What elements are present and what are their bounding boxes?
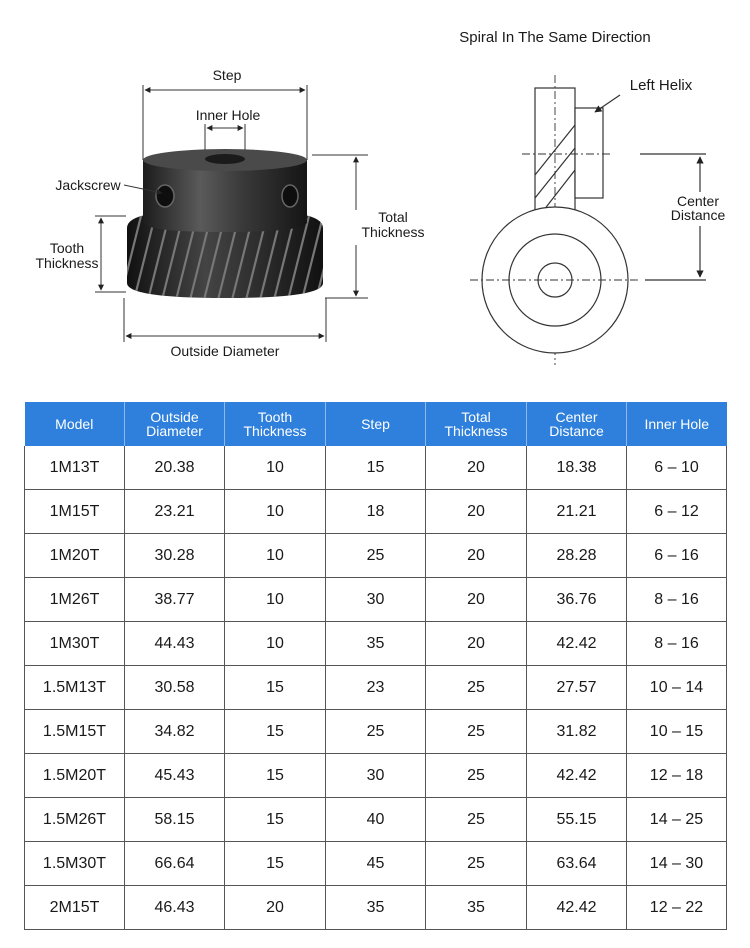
table-cell: 1.5M15T [25, 710, 125, 754]
table-cell: 1M15T [25, 490, 125, 534]
table-cell: 46.43 [125, 886, 225, 930]
table-cell: 15 [225, 842, 326, 886]
inner-hole-label: Inner Hole [195, 107, 261, 123]
table-cell: 10 [225, 622, 326, 666]
header-row [25, 402, 727, 446]
table-cell: 25 [426, 710, 527, 754]
table-row [25, 842, 727, 886]
table-cell: 30.28 [125, 534, 225, 578]
table-cell: 30.58 [125, 666, 225, 710]
table-row [25, 754, 727, 798]
column-header [627, 402, 727, 446]
diagram-svg [0, 0, 750, 395]
table-cell: 18.38 [527, 446, 627, 490]
table-row [25, 622, 727, 666]
table-cell: 34.82 [125, 710, 225, 754]
spiral-title: Spiral In The Same Direction [459, 29, 651, 46]
table-cell: 55.15 [527, 798, 627, 842]
jackscrew-left-icon [156, 185, 174, 207]
table-cell: 14 – 25 [627, 798, 727, 842]
table-row [25, 446, 727, 490]
table-cell: 1M13T [25, 446, 125, 490]
table-cell: 25 [426, 842, 527, 886]
table-cell: 31.82 [527, 710, 627, 754]
table-cell: 1M20T [25, 534, 125, 578]
table-cell: 18 [326, 490, 426, 534]
table-cell: 10 – 15 [627, 710, 727, 754]
table-cell: 10 – 14 [627, 666, 727, 710]
jackscrew-right-icon [282, 185, 298, 207]
table-cell: 42.42 [527, 754, 627, 798]
column-header [125, 402, 225, 446]
table-row [25, 710, 727, 754]
table-cell: 21.21 [527, 490, 627, 534]
column-header [527, 402, 627, 446]
table-cell: 8 – 16 [627, 622, 727, 666]
table-row [25, 578, 727, 622]
column-header-line: Thickness [444, 423, 508, 439]
table-cell: 1.5M13T [25, 666, 125, 710]
table-cell: 30 [326, 578, 426, 622]
table-cell: 10 [225, 578, 326, 622]
spec-table-header [25, 402, 727, 446]
table-cell: 15 [326, 446, 426, 490]
table-cell: 38.77 [125, 578, 225, 622]
table-cell: 28.28 [527, 534, 627, 578]
table-cell: 12 – 18 [627, 754, 727, 798]
table-cell: 35 [326, 622, 426, 666]
table-cell: 20 [426, 578, 527, 622]
spec-table-body [25, 446, 727, 930]
table-cell: 14 – 30 [627, 842, 727, 886]
table-cell: 23 [326, 666, 426, 710]
table-cell: 2M15T [25, 886, 125, 930]
table-cell: 15 [225, 754, 326, 798]
table-cell: 42.42 [527, 886, 627, 930]
table-cell: 10 [225, 490, 326, 534]
table-cell: 40 [326, 798, 426, 842]
table-cell: 35 [326, 886, 426, 930]
table-cell: 1.5M30T [25, 842, 125, 886]
gear-diagram [0, 0, 750, 395]
table-cell: 1.5M20T [25, 754, 125, 798]
table-row [25, 666, 727, 710]
table-cell: 27.57 [527, 666, 627, 710]
table-cell: 36.76 [527, 578, 627, 622]
table-cell: 10 [225, 446, 326, 490]
table-cell: 66.64 [125, 842, 225, 886]
table-cell: 1.5M26T [25, 798, 125, 842]
table-cell: 6 – 16 [627, 534, 727, 578]
table-cell: 23.21 [125, 490, 225, 534]
tooth-thickness-label: Tooth Thickness [35, 240, 99, 271]
table-cell: 20 [426, 622, 527, 666]
table-cell: 1M26T [25, 578, 125, 622]
table-cell: 25 [326, 534, 426, 578]
column-header [426, 402, 527, 446]
column-header-line: Step [361, 416, 390, 432]
column-header [225, 402, 326, 446]
column-header-line: Inner Hole [644, 416, 710, 432]
table-cell: 42.42 [527, 622, 627, 666]
table-cell: 15 [225, 710, 326, 754]
table-cell: 12 – 22 [627, 886, 727, 930]
column-header-line: Outside [150, 409, 199, 425]
column-header-line: Distance [549, 423, 604, 439]
table-cell: 63.64 [527, 842, 627, 886]
table-row [25, 490, 727, 534]
spec-table [24, 402, 727, 930]
column-header-line: Tooth [257, 409, 293, 425]
table-cell: 20 [426, 490, 527, 534]
table-cell: 25 [326, 710, 426, 754]
column-header-line: Diameter [146, 423, 203, 439]
table-cell: 15 [225, 798, 326, 842]
table-cell: 20 [426, 446, 527, 490]
center-distance-label: Center Distance [670, 193, 726, 223]
table-cell: 25 [426, 754, 527, 798]
table-cell: 1M30T [25, 622, 125, 666]
table-cell: 8 – 16 [627, 578, 727, 622]
step-label: Step [212, 67, 242, 83]
table-cell: 45.43 [125, 754, 225, 798]
table-cell: 6 – 12 [627, 490, 727, 534]
column-header-line: Center [555, 409, 598, 425]
table-cell: 30 [326, 754, 426, 798]
column-header-line: Thickness [243, 423, 307, 439]
gear-photo [120, 149, 338, 300]
table-cell: 58.15 [125, 798, 225, 842]
table-cell: 25 [426, 798, 527, 842]
table-cell: 45 [326, 842, 426, 886]
table-row [25, 798, 727, 842]
table-row [25, 534, 727, 578]
left-helix-label: Left Helix [629, 77, 693, 94]
table-cell: 10 [225, 534, 326, 578]
table-cell: 20 [225, 886, 326, 930]
table-row [25, 886, 727, 930]
column-header-line: Total [461, 409, 491, 425]
table-cell: 20 [426, 534, 527, 578]
table-cell: 35 [426, 886, 527, 930]
table-cell: 25 [426, 666, 527, 710]
table-cell: 20.38 [125, 446, 225, 490]
outside-diameter-label: Outside Diameter [170, 343, 280, 359]
column-header-line: Model [55, 416, 94, 432]
column-header [25, 402, 125, 446]
jackscrew-label: Jackscrew [55, 177, 121, 193]
table-cell: 15 [225, 666, 326, 710]
column-header [326, 402, 426, 446]
table-cell: 44.43 [125, 622, 225, 666]
table-cell: 6 – 10 [627, 446, 727, 490]
total-thickness-label: Total Thickness [361, 209, 425, 240]
